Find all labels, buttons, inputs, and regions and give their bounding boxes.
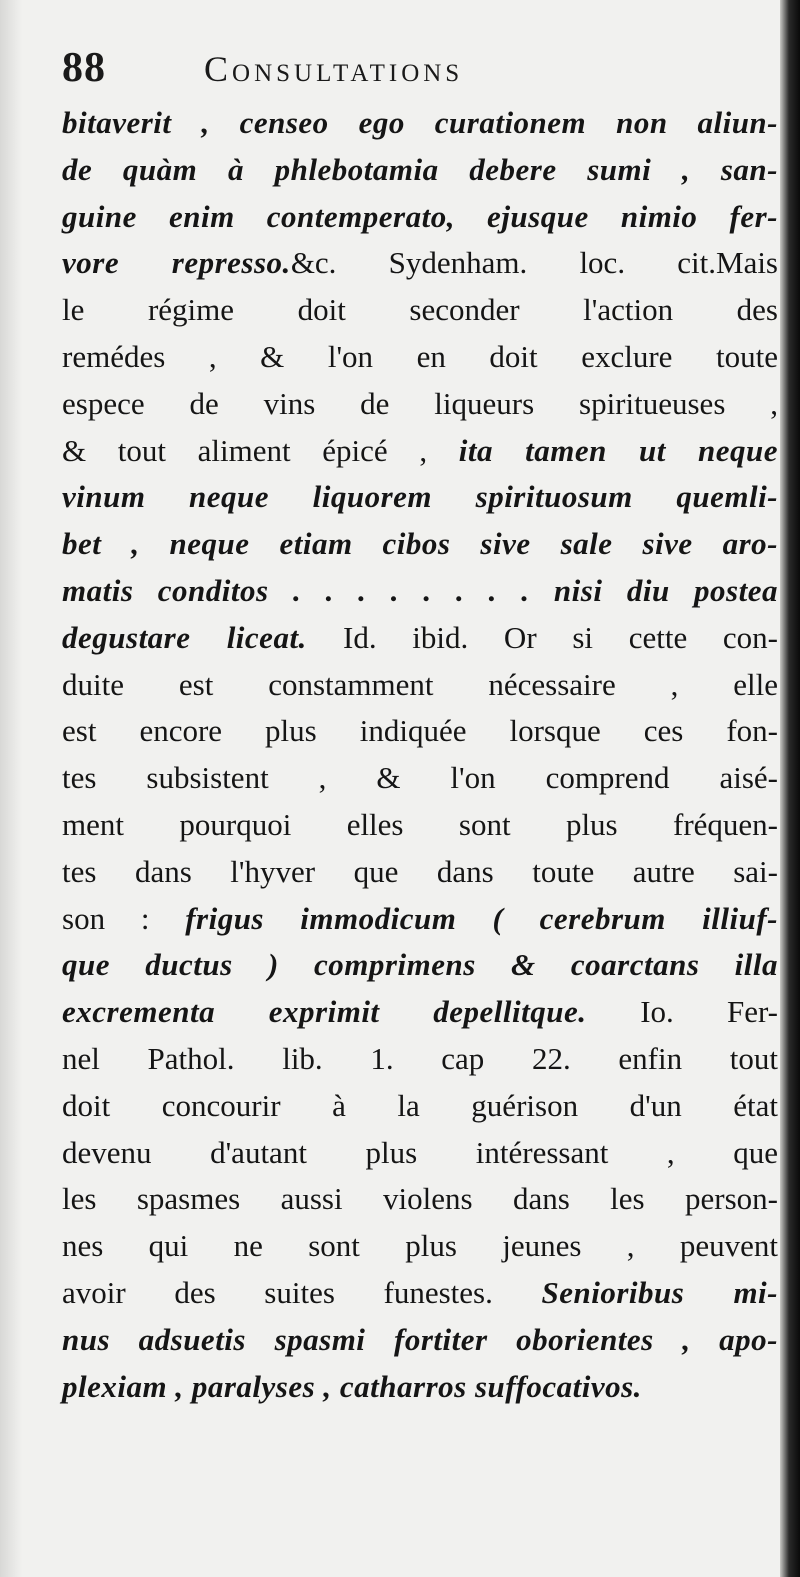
- french-text: Io. Fer-: [640, 994, 778, 1030]
- body-text: [62, 100, 778, 1410]
- latin-quotation-text: nus adsuetis spasmi fortiter oborientes , apo-: [62, 1321, 778, 1357]
- french-text: &c. Sydenham. loc. cit.Mais: [290, 245, 778, 281]
- running-title: Consultations: [204, 49, 464, 89]
- french-text: devenu d'autant plus intéressant , que: [62, 1134, 778, 1170]
- text-line: [62, 194, 778, 241]
- text-line: [62, 755, 778, 802]
- french-text: son :: [62, 900, 186, 936]
- latin-quotation-text: de quàm à phlebotamia debere sumi , san-: [62, 151, 778, 187]
- text-line: [62, 1270, 778, 1317]
- text-line: [62, 942, 778, 989]
- latin-quotation-text: degustare liceat.: [62, 619, 343, 655]
- text-line: [62, 521, 778, 568]
- text-line: [62, 662, 778, 709]
- latin-quotation-text: vinum neque liquorem spirituosum quemli-: [62, 479, 778, 515]
- text-line: [62, 1317, 778, 1364]
- text-line: [62, 989, 778, 1036]
- text-line: [62, 615, 778, 662]
- text-line: [62, 147, 778, 194]
- text-line: [62, 100, 778, 147]
- text-line: [62, 1036, 778, 1083]
- text-line: [62, 240, 778, 287]
- french-text: Id. ibid. Or si cette con-: [343, 619, 778, 655]
- text-line: [62, 849, 778, 896]
- text-line: [62, 896, 778, 943]
- latin-quotation-text: plexiam , paralyses , catharros suffocativos.: [62, 1368, 642, 1404]
- french-text: ment pourquoi elles sont plus fréquen-: [62, 806, 778, 842]
- french-text: espece de vins de liqueurs spiritueuses ,: [62, 385, 778, 421]
- french-text: & tout aliment épicé ,: [62, 432, 459, 468]
- page-number: 88: [62, 45, 106, 91]
- latin-quotation-text: guine enim contemperato, ejusque nimio fer-: [62, 198, 778, 234]
- page-gutter-shadow: [0, 0, 22, 1577]
- latin-quotation-text: bitaverit , censeo ego curationem non aliun-: [62, 105, 778, 140]
- latin-quotation-text: frigus immodicum ( cerebrum illiuf-: [185, 900, 778, 936]
- text-line: [62, 1223, 778, 1270]
- text-line: [62, 1364, 778, 1411]
- text-line: [62, 381, 778, 428]
- french-text: tes subsistent , & l'on comprend aisé-: [62, 760, 778, 796]
- latin-quotation-text: excrementa exprimit depellitque.: [62, 994, 641, 1030]
- latin-quotation-text: que ductus ) comprimens & coarctans illa: [62, 947, 778, 983]
- text-line: [62, 1130, 778, 1177]
- french-text: tes dans l'hyver que dans toute autre sai-: [62, 853, 778, 889]
- latin-quotation-text: Senioribus mi-: [541, 1274, 778, 1310]
- text-line: [62, 287, 778, 334]
- blank-bottom-margin: [60, 1420, 760, 1540]
- french-text: nes qui ne sont plus jeunes , peuvent: [62, 1228, 778, 1264]
- french-text: avoir des suites funestes.: [62, 1274, 542, 1310]
- latin-quotation-text: ita tamen ut neque: [458, 432, 779, 468]
- french-text: remédes , & l'on en doit exclure toute: [62, 338, 778, 374]
- text-line: [62, 334, 778, 381]
- text-line: [62, 568, 778, 615]
- latin-quotation-text: vore represso.: [62, 245, 291, 281]
- text-line: [62, 708, 778, 755]
- text-line: [62, 474, 778, 521]
- text-line: [62, 428, 778, 475]
- latin-quotation-text: bet , neque etiam cibos sive sale sive aro-: [62, 526, 778, 562]
- text-line: [62, 1176, 778, 1223]
- text-line: [62, 802, 778, 849]
- french-text: les spasmes aussi violens dans les person-: [62, 1181, 778, 1217]
- french-text: duite est constamment nécessaire , elle: [62, 666, 778, 702]
- latin-quotation-text: matis conditos . . . . . . . . nisi diu postea: [62, 572, 778, 608]
- page-header: [62, 44, 762, 104]
- french-text: doit concourir à la guérison d'un état: [62, 1087, 778, 1123]
- french-text: le régime doit seconder l'action des: [62, 292, 778, 328]
- french-text: nel Pathol. lib. 1. cap 22. enfin tout: [62, 1040, 778, 1076]
- text-line: [62, 1083, 778, 1130]
- french-text: est encore plus indiquée lorsque ces fon-: [62, 713, 778, 749]
- page-edge-shadow: [780, 0, 800, 1577]
